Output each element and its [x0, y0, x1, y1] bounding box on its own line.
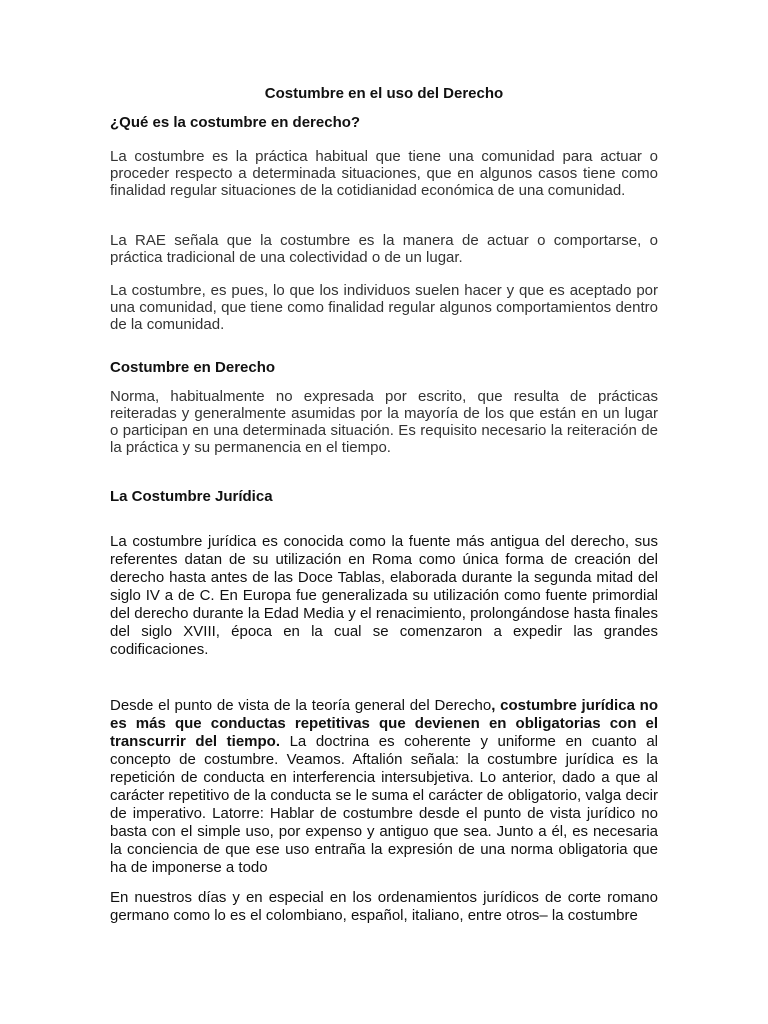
paragraph-norma: Norma, habitualmente no expresada por escrito, que resulta de prácticas reiteradas y generalmente asumidas por la mayoría de los que están en un lugar o participan en una determinada situación. Es requisito necesario la reiteración de la práctica y su permanencia en el tiempo. — [110, 388, 658, 456]
theory-rest-text: La doctrina es coherente y uniforme en cuanto al concepto de costumbre. Veamos. Aftalión señala: la costumbre jurídica es la repetición de conducta en interferencia intersubjetiva. Lo anterior, dado a que al carácter repetitivo de la conducta se le suma el carácter de obligatorio, valga decir de imperativo. Latorre: Hablar de costumbre desde el punto de vista jurídico no basta con el simple uso, por expenso y antiguo que sea. Junto a él, es necesaria la conciencia de que ese uso entraña la expresión de una norma obligatoria que ha de imponerse a todo — [110, 733, 658, 876]
paragraph-teoria-general — [110, 697, 658, 877]
paragraph-rae: La RAE señala que la costumbre es la manera de actuar o comportarse, o práctica tradicional de una colectividad o de un lugar. — [110, 232, 658, 266]
document-title: Costumbre en el uso del Derecho — [264, 85, 504, 102]
paragraph-fuente-antigua: La costumbre jurídica es conocida como la fuente más antigua del derecho, sus referentes datan de su utilización en Roma como única forma de creación del derecho hasta antes de las Doce Tablas, elaborada durante la segunda mitad del siglo IV a de C. En Europa fue generalizada su utilización como fuente primordial del derecho durante la Edad Media y el renacimiento, prolongándose hasta finales del siglo XVIII, época en la cual se comenzaron a expedir las grandes codificaciones. — [110, 533, 658, 658]
section-heading-costumbre-derecho: Costumbre en Derecho — [110, 359, 276, 376]
section-heading-costumbre-juridica: La Costumbre Jurídica — [110, 488, 273, 505]
theory-intro-text: Desde el punto de vista de la teoría general del Derecho — [110, 697, 492, 714]
paragraph-individuos: La costumbre, es pues, lo que los individuos suelen hacer y que es aceptado por una comunidad, que tiene como finalidad regular algunos comportamientos dentro de la comunidad. — [110, 282, 658, 333]
paragraph-definicion: La costumbre es la práctica habitual que tiene una comunidad para actuar o proceder respecto a determinada situaciones, que en algunos casos tiene como finalidad regular situaciones de la cotidianidad económica de una comunidad. — [110, 148, 658, 199]
section-heading-que-es: ¿Qué es la costumbre en derecho? — [110, 114, 361, 131]
paragraph-nuestros-dias: En nuestros días y en especial en los ordenamientos jurídicos de corte romano germano como lo es el colombiano, español, italiano, entre otros– la costumbre — [110, 889, 658, 924]
theory-bold-text: , costumbre jurídica no es más que conductas repetitivas que devienen en obligatorias con el transcurrir del tiempo. — [110, 697, 658, 750]
